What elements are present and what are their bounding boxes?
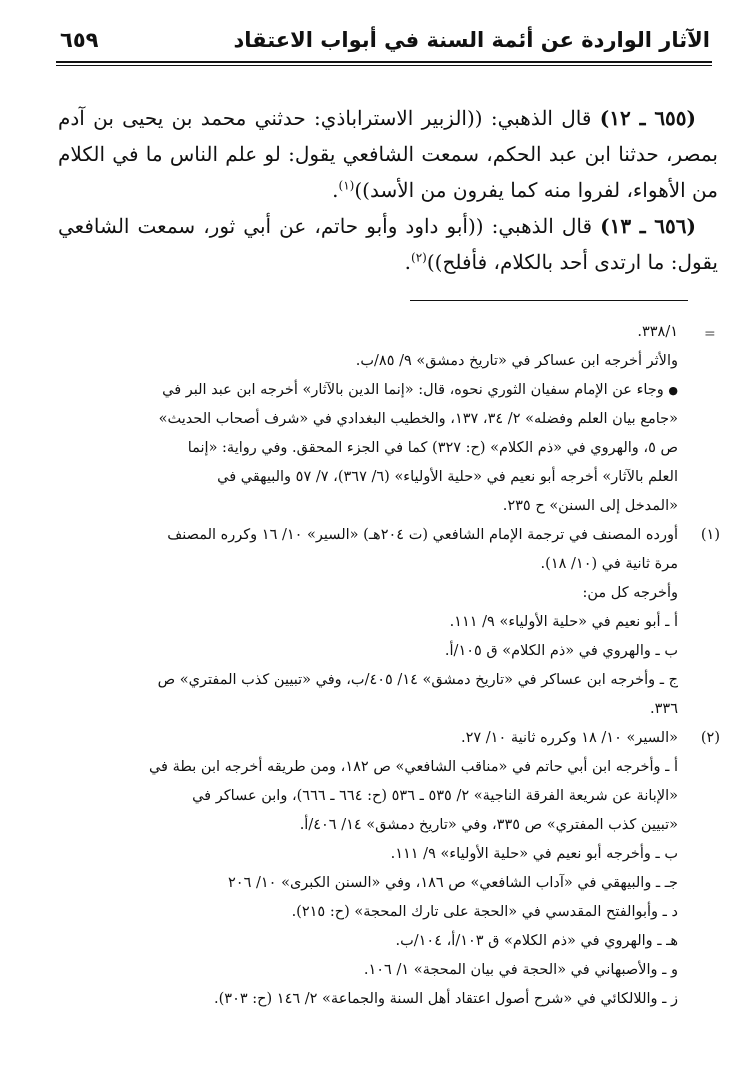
continuation-mark: = <box>704 326 716 342</box>
footnote-line: ج ـ وأخرجه ابن عساكر في «تاريخ دمشق» ١٤/ ٤٠٥/ب، وفي «تبيين كذب المفتري» ص <box>157 672 678 688</box>
footnote-line: ب ـ وأخرجه أبو نعيم في «حلية الأولياء» ٩/ ١١١. <box>390 846 678 862</box>
footnote-line: جـ ـ والبيهقي في «آداب الشافعي» ص ١٨٦، وفي «السنن الكبرى» ١٠/ ٢٠٦ <box>228 875 678 891</box>
footnote-line: أ ـ أبو نعيم في «حلية الأولياء» ٩/ ١١١. <box>449 614 678 630</box>
footnote-number: (١) <box>700 527 720 543</box>
footnote-continued <box>68 318 708 521</box>
footnote-line: ٣٣٨/١. <box>637 324 678 340</box>
athar-655: (٦٥٥ ـ ١٢) قال الذهبي: ((الزبير الاستراباذي: حدثني محمد بن يحيى بن آدم بمصر، حدثنا ابن عبد الحكم، سمعت الشافعي يقول: لو علم الناس ما في الكلام من الأهواء، لفروا منه كما يفرون من الأسد))$^{(١)}$. <box>58 106 718 202</box>
footnote-line: مرة ثانية في (١٠/ ١٨). <box>540 556 678 572</box>
footnote-line: ز ـ واللالكائي في «شرح أصول اعتقاد أهل السنة والجماعة» ٢/ ١٤٦ (ح: ٣٠٣). <box>214 991 678 1007</box>
footnote-line: و ـ والأصبهاني في «الحجة في بيان المحجة» ١/ ١٠٦. <box>363 962 678 978</box>
footnote-line: ب ـ والهروي في «ذم الكلام» ق ١٠٥/أ. <box>444 643 678 659</box>
footnote-line: «السير» ١٠/ ١٨ وكرره ثانية ١٠/ ٢٧. <box>460 730 678 746</box>
running-header <box>60 26 710 60</box>
footnote-line: «الإبانة عن شريعة الفرقة الناجية» ٢/ ٥٣٥ ـ ٥٣٦ (ح: ٦٦٤ ـ ٦٦٦)، وابن عساكر في <box>192 788 678 804</box>
footnote-line: ٣٣٦. <box>650 701 678 717</box>
running-title: الآثار الواردة عن أئمة السنة في أبواب الاعتقاد <box>233 28 710 52</box>
footnote-line: أ ـ وأخرجه ابن أبي حاتم في «مناقب الشافعي» ص ١٨٢، ومن طريقه أخرجه ابن بطة في <box>148 759 678 775</box>
footnote-ref[interactable]: (٢) <box>411 250 427 265</box>
footnote-line: أورده المصنف في ترجمة الإمام الشافعي (ت ٢٠٤هـ) «السير» ١٠/ ١٦ وكرره المصنف <box>167 527 678 543</box>
footnote-number: (٢) <box>700 730 720 746</box>
main-text <box>58 100 718 280</box>
page-number: ٦٥٩ <box>60 28 99 52</box>
footnote-separator <box>410 300 688 301</box>
footnote-line: والأثر أخرجه ابن عساكر في «تاريخ دمشق» ٩/ ٨٥/ب. <box>355 353 678 369</box>
footnotes <box>68 318 720 1014</box>
athar-text: قال الذهبي: ((أبو داود وأبو حاتم، عن أبي ثور، سمعت الشافعي يقول: ما ارتدى أحد بالكلام، فأفلح)) <box>58 214 718 274</box>
athar-number: (٦٥٦ ـ ١٣) <box>600 214 696 238</box>
footnote-line: د ـ وأبوالفتح المقدسي في «الحجة على تارك المحجة» (ح: ٢١٥). <box>291 904 678 920</box>
footnote-2 <box>68 724 720 1014</box>
footnote-line: «جامع بيان العلم وفضله» ٢/ ٣٤، ١٣٧، والخطيب البغدادي في «شرف أصحاب الحديث» <box>158 411 678 427</box>
footnote-text: وجاء عن الإمام سفيان الثوري نحوه، قال: «إنما الدين بالآثار» أخرجه ابن عبد البر في <box>162 382 664 398</box>
header-rule <box>56 61 712 66</box>
athar-number: (٦٥٥ ـ ١٢) <box>599 106 697 130</box>
athar-656: (٦٥٦ ـ ١٣) قال الذهبي: ((أبو داود وأبو حاتم، عن أبي ثور، سمعت الشافعي يقول: ما ارتدى أحد بالكلام، فأفلح))$^{(٢)}$. <box>58 214 718 274</box>
footnote-line <box>68 376 678 405</box>
footnote-line: «تبيين كذب المفتري» ص ٣٣٥، وفي «تاريخ دمشق» ١٤/ ٤٠٦/أ. <box>299 817 678 833</box>
athar-text: قال الذهبي: ((الزبير الاستراباذي: حدثني محمد بن يحيى بن آدم بمصر، حدثنا ابن عبد الحكم، سمعت الشافعي يقول: لو علم الناس ما في الكلام من الأهواء، لفروا منه كما يفرون من الأسد)) <box>58 106 718 202</box>
footnote-line: هـ ـ والهروي في «ذم الكلام» ق ١٠٣/أ، ١٠٤/ب. <box>395 933 678 949</box>
bullet-icon: ● <box>668 384 678 397</box>
footnote-line: «المدخل إلى السنن» ح ٢٣٥. <box>502 498 678 514</box>
footnote-line: ص ٥، والهروي في «ذم الكلام» (ح: ٣٢٧) كما في الجزء المحقق. وفي رواية: «إنما <box>187 440 678 456</box>
footnote-line: العلم بالآثار» أخرجه أبو نعيم في «حلية الأولياء» (٦/ ٣٦٧)، ٧/ ٥٧ والبيهقي في <box>217 469 678 485</box>
footnote-1 <box>68 521 720 724</box>
footnote-ref[interactable]: (١) <box>338 178 355 193</box>
footnote-line: وأخرجه كل من: <box>582 585 678 601</box>
